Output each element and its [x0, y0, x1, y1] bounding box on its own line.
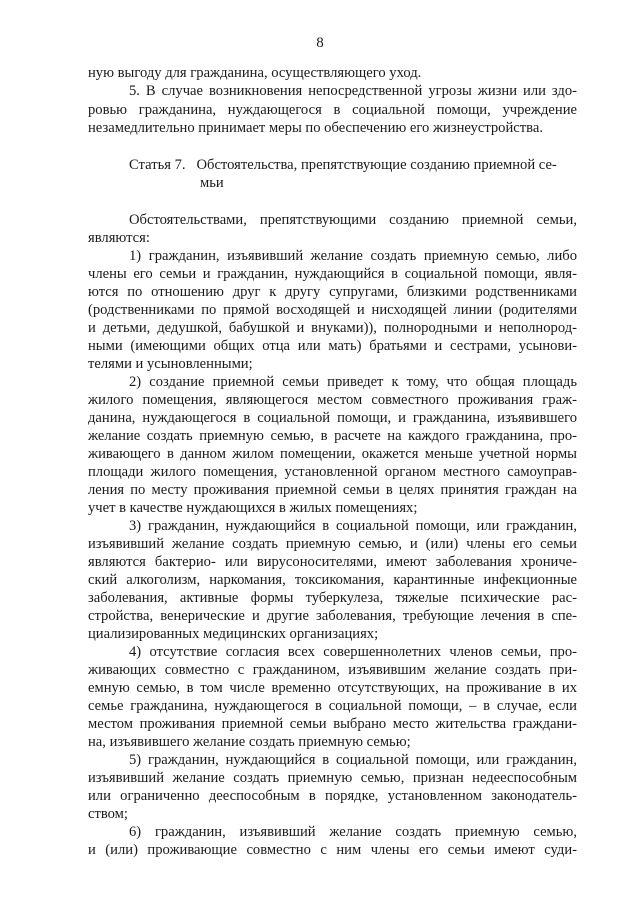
text-line: и (или) проживающие совместно с ним члены его семьи имеют суди-	[88, 842, 577, 858]
list-item-1: 1) гражданин, изъявивший желание создать приемную семью, либо	[129, 248, 577, 264]
list-item-2: 2) создание приемной семьи приведет к тому, что общая площадь	[129, 374, 577, 390]
text-line: живающих совместно с гражданином, изъявившим желание создать при-	[88, 662, 577, 678]
text-line: телями и усыновленными;	[88, 356, 253, 372]
text-line: 5. В случае возникновения непосредственной угрозы жизни или здо-	[129, 83, 577, 99]
text-line: циализированных медицинских организациях;	[88, 626, 379, 642]
text-line: емную семью, в том числе временно отсутствующих, на проживание в их	[88, 680, 577, 696]
text-line: изъявивший желание создать приемную семью, признан недееспособным	[88, 770, 577, 786]
text-line: являются бактерио- или вирусоносителями, имеют заболевания хрониче-	[88, 554, 577, 570]
text-line: площади жилого помещения, установленной органом местного самоуправ-	[88, 464, 577, 480]
text-line: Обстоятельствами, препятствующими созданию приемной семьи,	[129, 212, 577, 228]
list-item-3: 3) гражданин, нуждающийся в социальной помощи, или гражданин,	[129, 518, 577, 534]
page-number: 8	[316, 35, 324, 51]
list-item-5: 5) гражданин, нуждающийся в социальной помощи, или гражданин,	[129, 752, 577, 768]
text-line: стройства, венерические и другие заболевания, требующие лечения в спе-	[88, 608, 577, 624]
text-line: живающего в данном жилом помещении, окажется меньше учетной нормы	[88, 446, 577, 462]
list-item-4: 4) отсутствие согласия всех совершеннолетних членов семьи, про-	[129, 644, 577, 660]
list-item-6: 6) гражданин, изъявивший желание создать приемную семью,	[129, 824, 577, 840]
article-heading: Статья 7. Обстоятельства, препятствующие созданию приемной се-	[129, 157, 557, 173]
text-line: жилого помещения, являющегося местом совместного проживания граж-	[88, 392, 577, 408]
text-line: ровью гражданина, нуждающегося в социальной помощи, учреждение	[88, 102, 577, 118]
text-line: незамедлительно принимает меры по обеспечению его жизнеустройства.	[88, 120, 543, 136]
text-line: ский алкоголизм, наркомания, токсикомания, карантинные инфекционные	[88, 572, 577, 588]
text-line: учет в качестве нуждающихся в жилых помещениях;	[88, 500, 418, 516]
text-line: местом проживания приемной семьи выбрано место жительства граждани-	[88, 716, 577, 732]
text-line: являются:	[88, 230, 150, 246]
text-line: данина, нуждающегося в социальной помощи, и гражданина, изъявившего	[88, 410, 577, 426]
text-line: ления по месту проживания приемной семьи в целях принятия граждан на	[88, 482, 577, 498]
text-line: на, изъявившего желание создать приемную семью;	[88, 734, 411, 750]
text-line: заболевания, активные формы туберкулеза, тяжелые психические рас-	[88, 590, 577, 606]
text-line: (родственниками по прямой восходящей и нисходящей линии (родителями	[88, 302, 577, 318]
text-line: семье гражданина, нуждающегося в социальной помощи, – в случае, если	[88, 698, 577, 714]
text-line: ными (имеющими общих отца или мать) братьями и сестрами, усынови-	[88, 338, 577, 354]
text-line: ную выгоду для гражданина, осуществляющего уход.	[88, 65, 422, 81]
text-line: изъявивший желание создать приемную семью, и (или) члены его семьи	[88, 536, 577, 552]
article-heading-cont: мьи	[200, 175, 224, 191]
text-line: члены его семьи и гражданин, нуждающийся в социальной помощи, явля-	[88, 266, 577, 282]
text-line: или ограниченно дееспособным в порядке, установленном законодатель-	[88, 788, 577, 804]
text-line: ются по отношению друг к другу супругами, близкими родственниками	[88, 284, 577, 300]
text-line: желание создать приемную семью, в расчете на каждого гражданина, про-	[88, 428, 577, 444]
text-line: и детьми, дедушкой, бабушкой и внуками)), полнородными и неполнород-	[88, 320, 577, 336]
text-line: ством;	[88, 806, 128, 822]
